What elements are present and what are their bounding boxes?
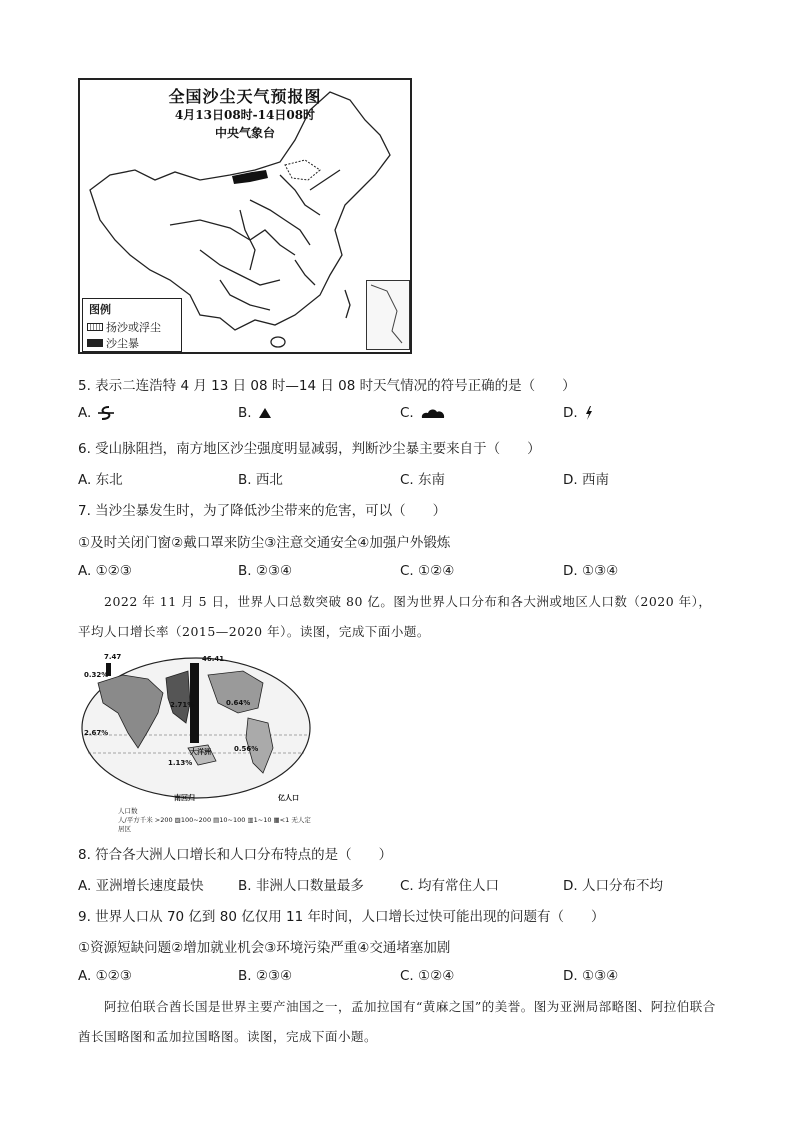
inset-drawing xyxy=(367,281,409,349)
south-china-sea-inset xyxy=(366,280,410,350)
map-agency: 中央气象台 xyxy=(214,126,275,140)
label-p3: 0.64% xyxy=(226,699,251,707)
q7-option-b[interactable]: B. ②③④ xyxy=(238,563,293,579)
q7-option-a[interactable]: A. ①②③ xyxy=(78,563,132,579)
label-p5: 1.13% xyxy=(168,759,193,767)
passage-population-intro: 2022 年 11 月 5 日，世界人口总数突破 80 亿。图为世界人口分布和各大洲或地区人口数（2020 年），平均人口增长率（2015—2020 年）。读图，完成下面小题。 xyxy=(78,594,712,639)
triangle-icon xyxy=(258,406,272,420)
q9-option-b[interactable]: B. ②③④ xyxy=(238,968,293,984)
legend-row-sandstorm xyxy=(87,335,139,351)
q9-option-d[interactable]: D. ①③④ xyxy=(563,968,619,984)
question-6-options xyxy=(78,468,718,488)
q9-option-c[interactable]: C. ①②④ xyxy=(400,968,455,984)
question-7-stem: 7. 当沙尘暴发生时，为了降低沙尘带来的危害，可以（ ） xyxy=(78,503,447,519)
legend-row-dust xyxy=(87,319,161,335)
question-9-stem: 9. 世界人口从 70 亿到 80 亿仅用 11 年时间，人口增长过快可能出现的问题有（ ） xyxy=(78,909,605,925)
passage-uae-bangladesh-intro: 阿拉伯联合酋长国是世界主要产油国之一，孟加拉国有“黄麻之国”的美誉。图为亚洲局部略图、阿拉伯联合酋长国略图和孟加拉国略图。读图，完成下面小题。 xyxy=(78,999,716,1044)
dust-swatch-icon xyxy=(87,323,103,331)
question-9-items: ①资源短缺问题②增加就业机会③环境污染严重④交通堵塞加剧 xyxy=(78,940,451,956)
legend-sandstorm-label: 沙尘暴 xyxy=(106,337,139,350)
sandstorm-swatch-icon xyxy=(87,339,103,347)
q5-option-c[interactable] xyxy=(400,405,446,421)
q5-option-a-label: A. xyxy=(78,405,92,421)
label-p1: 0.32% xyxy=(84,671,109,679)
q5-option-d-label: D. xyxy=(563,405,578,421)
label-top-right: 46.41 xyxy=(202,655,225,663)
map-legend xyxy=(82,298,182,352)
q9-option-a[interactable]: A. ①②③ xyxy=(78,968,132,984)
q5-option-b-label: B. xyxy=(238,405,252,421)
q8-option-b[interactable]: B. 非洲人口数量最多 xyxy=(238,878,364,894)
label-oceania: 大洋洲 xyxy=(190,748,211,756)
label-p4: 0.56% xyxy=(234,745,259,753)
question-5-options xyxy=(78,405,718,425)
map-title: 全国沙尘天气预报图 xyxy=(168,87,322,106)
q6-option-d[interactable]: D. 西南 xyxy=(563,472,609,488)
legend-b: 人口数 xyxy=(118,807,138,815)
label-unit: 亿人口 xyxy=(278,794,299,802)
q5-option-d[interactable] xyxy=(563,405,594,421)
label-top-left: 7.47 xyxy=(104,653,122,661)
density-legend xyxy=(118,807,314,834)
q8-option-d[interactable]: D. 人口分布不均 xyxy=(563,878,663,894)
question-8-options xyxy=(78,874,718,894)
label-tropic: 南回归 xyxy=(174,794,195,802)
question-8-stem: 8. 符合各大洲人口增长和人口分布特点的是（ ） xyxy=(78,847,393,863)
legend-c: 人/平方千米 >200 ▨100~200 ▤10~100 ▥1~10 ▦<1 无人定居区 xyxy=(118,816,311,833)
q7-option-d[interactable]: D. ①③④ xyxy=(563,563,619,579)
q8-option-a[interactable]: A. 亚洲增长速度最快 xyxy=(78,878,204,894)
q6-option-b[interactable]: B. 西北 xyxy=(238,472,283,488)
question-7-options xyxy=(78,563,718,583)
map-period: 4月13日08时-14日08时 xyxy=(174,108,316,122)
cloud-icon xyxy=(420,406,446,420)
legend-title: 图例 xyxy=(89,303,111,316)
legend-dust-label: 扬沙或浮尘 xyxy=(106,321,161,334)
q8-option-c[interactable]: C. 均有常住人口 xyxy=(400,878,500,894)
q5-option-b[interactable] xyxy=(238,405,272,421)
sandstorm-forecast-map xyxy=(78,78,412,354)
question-6-stem: 6. 受山脉阻挡，南方地区沙尘强度明显减弱，判断沙尘暴主要来自于（ ） xyxy=(78,441,541,457)
q7-option-c[interactable]: C. ①②④ xyxy=(400,563,455,579)
sandstorm-symbol-icon xyxy=(97,405,115,421)
q6-option-a[interactable]: A. 东北 xyxy=(78,472,123,488)
question-7-items: ①及时关闭门窗②戴口罩来防尘③注意交通安全④加强户外锻炼 xyxy=(78,535,451,551)
world-population-map xyxy=(78,653,314,833)
q5-option-c-label: C. xyxy=(400,405,414,421)
q6-option-c[interactable]: C. 东南 xyxy=(400,472,446,488)
question-9-options xyxy=(78,968,718,988)
question-5-stem: 5. 表示二连浩特 4 月 13 日 08 时—14 日 08 时天气情况的符号正确的是（ ） xyxy=(78,378,576,394)
lightning-icon xyxy=(584,405,594,421)
q5-option-a[interactable] xyxy=(78,405,115,421)
label-p6: 2.71% xyxy=(170,701,195,709)
label-p2: 2.67% xyxy=(84,729,109,737)
